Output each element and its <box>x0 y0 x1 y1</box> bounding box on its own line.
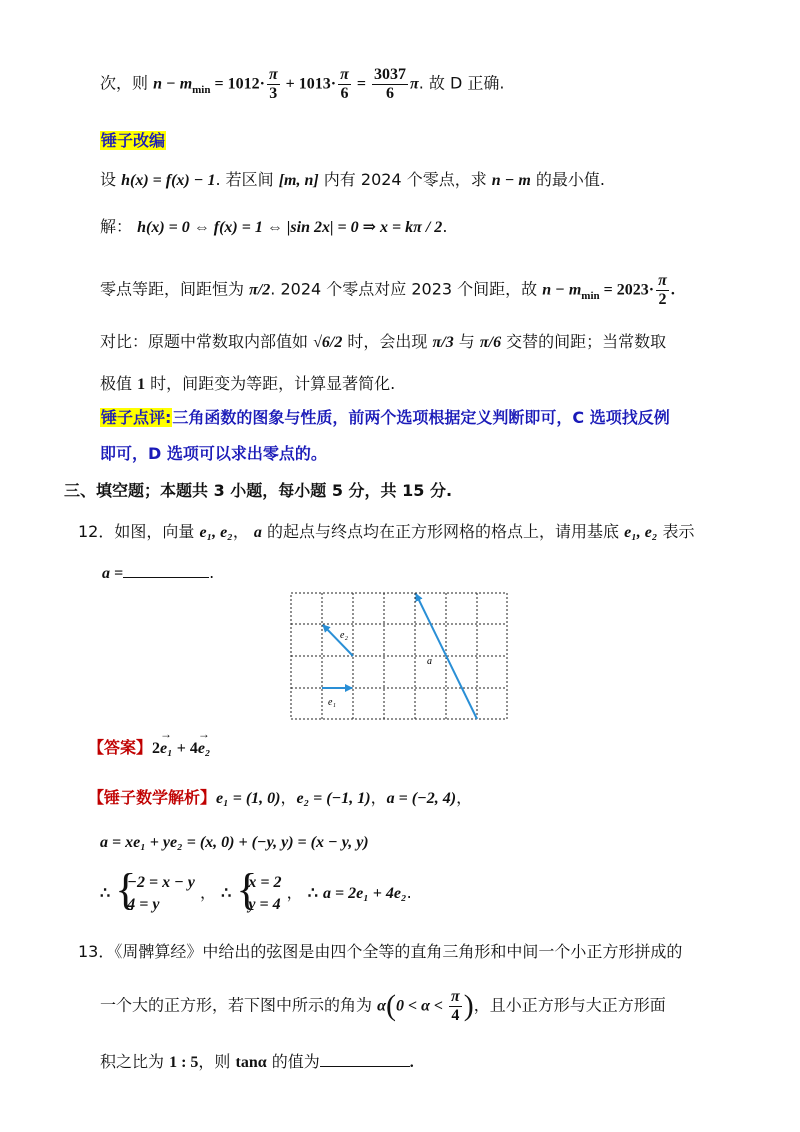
question-12-line-1 <box>78 522 695 542</box>
comment-line-2 <box>100 444 327 463</box>
system-1: { −2 = x − y 4 = y <box>115 865 195 914</box>
comment-text-cont: 即可，D 选项可以求出零点的。 <box>100 444 327 463</box>
expr-1012: = 1012· <box>210 75 265 93</box>
label-e1: e₁ <box>328 697 336 708</box>
therefore-symbol-2: ∴ <box>221 885 232 903</box>
text-suffix: 的最小值. <box>530 170 606 189</box>
comparison-line-2 <box>100 374 395 394</box>
alpha-symbol: α <box>377 997 386 1015</box>
text-suffix: 交替的间距；当常数取 <box>501 332 667 351</box>
question-13-line-1 <box>78 942 682 961</box>
expr-n-minus-m: n − m <box>491 172 531 189</box>
period: . <box>209 563 215 582</box>
system-2: { x = 2 y = 4 <box>236 865 282 914</box>
question-13-line-3 <box>100 1052 414 1072</box>
analysis-line <box>88 788 472 808</box>
answer-line <box>88 738 211 758</box>
paren-close: ) <box>463 989 474 1023</box>
coef-4: 4 <box>189 740 198 757</box>
text-prefix: 设 <box>100 170 122 189</box>
separator-2: ， <box>286 883 303 903</box>
answer-label: 【答案】 <box>88 738 153 757</box>
expr-n-minus-m: n − m <box>153 75 193 93</box>
vector-a: a <box>253 524 262 541</box>
coef-2: 2 <box>152 740 161 757</box>
system-line <box>100 865 412 915</box>
system-eq-2: 4 = y <box>127 895 160 913</box>
separator: ， <box>199 883 216 903</box>
question-text: 《周髀算经》中给出的弦图是由四个全等的直角三角形和中间一个小正方形拼成的 <box>114 942 683 961</box>
text-suffix: . <box>442 217 448 236</box>
vectors-e1-e2-basis: e₁, e₂ <box>624 524 658 541</box>
plus-sign: + <box>172 740 190 757</box>
comparison-line-1 <box>100 332 666 352</box>
section-heading-fill-in <box>64 481 452 500</box>
interval-m-n: [m, n] <box>278 172 319 189</box>
expr-1013: + 1013· <box>281 75 337 93</box>
subscript-min: min <box>581 289 600 302</box>
text-prefix: 对比：原题中常数取内部值如 <box>100 332 314 351</box>
text-suffix: 时，间距变为等距，计算显著简化. <box>145 374 396 393</box>
separator: ， <box>370 788 387 807</box>
question-text-cont: 的起点与终点均在正方形网格的格点上，请用基底 <box>261 522 625 541</box>
label-e2: e₂ <box>340 630 348 641</box>
answer-blank[interactable] <box>320 1066 410 1067</box>
question-text-cont: ，则 <box>198 1052 236 1071</box>
fraction-3037-6: $\frac{3037}{6}$ <box>373 66 406 102</box>
answer-blank[interactable] <box>123 577 209 578</box>
text-mid: . 2024 个零点对应 2023 个间距，故 <box>270 279 543 299</box>
question-number: 13． <box>78 942 115 961</box>
question-text-end: 表示 <box>657 522 695 541</box>
value-pi-2: π/2 <box>249 281 271 299</box>
subscript-min: min <box>192 83 211 96</box>
paren-open: ( <box>385 989 396 1023</box>
heading-adaptation <box>100 131 166 150</box>
system-eq-4: y = 4 <box>248 895 281 913</box>
grid-lines <box>291 593 507 719</box>
fraction-pi-4: $\frac{\pi}{4}$ <box>451 988 460 1024</box>
e2-coordinates: e₂ = (−1, 1) <box>296 790 371 807</box>
expr-h: h(x) = f(x) − 1 <box>121 172 216 189</box>
period: . <box>409 1054 414 1071</box>
analysis-label: 【锤子数学解析】 <box>88 788 217 807</box>
solution-line-d-conclusion <box>100 66 504 102</box>
section-title: 三、填空题；本题共 3 小题，每小题 5 分，共 15 分. <box>64 481 453 500</box>
question-text: 积之比为 <box>100 1052 170 1071</box>
problem-statement-line <box>100 170 605 190</box>
equals-sign: = <box>352 75 370 93</box>
text-prefix: 极值 <box>100 374 138 393</box>
solution-line <box>100 217 447 237</box>
heading-label: 锤子改编 <box>101 131 166 150</box>
vectors-e1-e2: e₁, e₂ <box>199 524 233 541</box>
text-suffix: . 故 D 正确. <box>418 73 505 93</box>
separator: ， <box>456 788 473 807</box>
comment-line-1 <box>100 408 670 427</box>
text-mid2: 内有 2024 个零点，求 <box>318 170 492 189</box>
fraction-pi-2: $\frac{\pi}{2}$ <box>658 272 667 308</box>
e1-coordinates: e₁ = (1, 0) <box>216 790 281 807</box>
label-a: a <box>427 656 432 667</box>
pi-symbol: π <box>409 75 419 93</box>
separator: ， <box>232 522 254 541</box>
decomposition-expr: a = xe₁ + ye₂ = (x, 0) + (−y, y) = (x − y, y) <box>100 834 369 851</box>
question-12-answer-blank <box>102 563 214 583</box>
text-prefix: 零点等距，间距恒为 <box>100 279 250 299</box>
fraction-pi-6: $\frac{\pi}{6}$ <box>340 66 349 102</box>
period: . <box>406 883 412 903</box>
value-pi-6: π/6 <box>479 334 502 351</box>
ratio-value: 1 : 5 <box>169 1054 199 1071</box>
text-mid: 时，会出现 <box>342 332 433 351</box>
expr-n-minus-m: n − m <box>542 281 582 299</box>
answer-prefix: a = <box>102 565 124 582</box>
separator: ， <box>280 788 297 807</box>
question-text-cont: ，且小正方形与大正方形面 <box>473 995 666 1015</box>
question-text: 一个大的正方形，若下图中所示的角为 <box>100 995 378 1015</box>
value-pi-3: π/3 <box>432 334 454 351</box>
vector-grid-figure <box>290 592 508 722</box>
condition-expr: 0 < α < <box>395 997 448 1015</box>
expr-solution: h(x) = 0 ⇔ f(x) = 1 ⇔ |sin 2x| = 0 ⇒ x = kπ / 2 <box>137 219 443 236</box>
zero-spacing-line <box>100 272 675 308</box>
question-text: 如图，向量 <box>114 522 200 541</box>
fraction-pi-3: $\frac{\pi}{3}$ <box>268 66 278 102</box>
comment-label: 锤子点评: <box>101 408 172 427</box>
text-suffix: . <box>670 281 675 299</box>
value-1: 1 <box>137 376 146 393</box>
expr-2023: = 2023· <box>599 281 655 299</box>
therefore-symbol: ∴ <box>100 885 111 903</box>
a-coordinates: a = (−2, 4) <box>386 790 457 807</box>
therefore-symbol-3: ∴ <box>307 885 318 903</box>
vector-e1: → e₁ <box>160 739 173 758</box>
question-number: 12． <box>78 522 115 541</box>
tan-alpha: tanα <box>235 1054 267 1071</box>
comment-text: 三角函数的图象与性质，前两个选项根据定义判断即可，C 选项找反例 <box>172 408 670 427</box>
system-eq-1: −2 = x − y <box>127 874 195 891</box>
text-mid2: 与 <box>453 332 480 351</box>
vector-e2: → e₂ <box>198 739 211 758</box>
question-text-end: 的值为 <box>266 1052 320 1071</box>
system-eq-3: x = 2 <box>248 874 282 891</box>
text-prefix: 次，则 <box>100 73 154 93</box>
final-result: a = 2e₁ + 4e₂ <box>322 885 407 903</box>
decomposition-line <box>100 832 369 852</box>
vector-e2-arrow <box>323 625 353 656</box>
question-13-line-2 <box>100 988 666 1024</box>
text-prefix: 解： <box>100 217 138 236</box>
value-sqrt6-2: √6/2 <box>313 334 343 351</box>
text-mid: . 若区间 <box>215 170 279 189</box>
